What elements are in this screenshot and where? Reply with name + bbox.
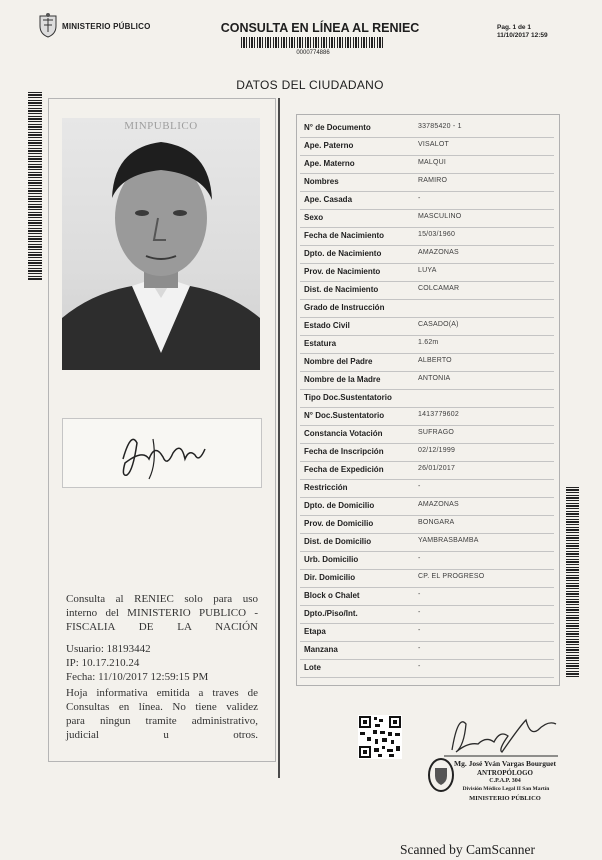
field-label: N° Doc.Sustentatorio (304, 411, 385, 420)
organization-name: MINISTERIO PÚBLICO (62, 22, 151, 31)
field-label: Etapa (304, 627, 326, 636)
usuario-text: Usuario: 18193442 (66, 643, 151, 655)
disclaimer-line: para ningun tramite administrativo, (66, 715, 258, 727)
fecha-text: Fecha: 11/10/2017 12:59:15 PM (66, 671, 209, 683)
field-value: - (418, 195, 421, 202)
field-value: 33785420 - 1 (418, 123, 462, 130)
field-row-fecha-inscripcion (300, 443, 554, 462)
field-label: Fecha de Expedición (304, 465, 384, 474)
photo-watermark: MINPUBLICO (124, 120, 198, 132)
ip-text: IP: 10.17.210.24 (66, 657, 140, 669)
field-label: Ape. Casada (304, 195, 353, 204)
field-value: 02/12/1999 (418, 447, 456, 454)
field-label: Ape. Materno (304, 159, 355, 168)
field-label: Dpto. de Domicilio (304, 501, 375, 510)
field-label: Tipo Doc.Sustentatorio (304, 393, 392, 402)
note-line: interno del MINISTERIO PUBLICO - (66, 607, 258, 619)
field-value: CP. EL PROGRESO (418, 573, 485, 580)
field-label: Dist. de Nacimiento (304, 285, 379, 294)
qr-code-icon (358, 715, 402, 759)
field-row-constancia-votacion (300, 425, 554, 444)
field-value: - (418, 645, 421, 652)
field-value: - (418, 663, 421, 670)
print-datetime: 11/10/2017 12:59 (497, 32, 548, 39)
field-value: 15/03/1960 (418, 231, 456, 238)
field-row-estatura (300, 335, 554, 354)
field-label: Fecha de Nacimiento (304, 231, 385, 240)
field-row-urb-domicilio (300, 551, 554, 570)
page-number: Pag. 1 de 1 (497, 24, 531, 31)
field-value: COLCAMAR (418, 285, 460, 292)
field-value: LUYA (418, 267, 437, 274)
section-title: DATOS DEL CIUDADANO (236, 78, 384, 92)
official-signature (438, 706, 562, 762)
field-value: ALBERTO (418, 357, 452, 364)
field-row-manzana (300, 641, 554, 660)
field-row-restriccion (300, 479, 554, 498)
field-label: Prov. de Domicilio (304, 519, 374, 528)
field-label: Dpto./Piso/Int. (304, 609, 358, 618)
field-value: VISALOT (418, 141, 449, 148)
field-row-dist-domicilio (300, 533, 554, 552)
field-row-prov-nacimiento (300, 263, 554, 282)
field-row-dpto-domicilio (300, 497, 554, 516)
field-label: Dist. de Domicilio (304, 537, 372, 546)
field-row-dist-nacimiento (300, 281, 554, 300)
field-label: Estado Civil (304, 321, 350, 330)
citizen-signature (63, 419, 261, 487)
field-value: CASADO(A) (418, 321, 459, 328)
field-row-lote (300, 659, 554, 678)
official-title: ANTROPÓLOGO (476, 769, 533, 777)
field-label: Estatura (304, 339, 337, 348)
field-row-nombres (300, 173, 554, 192)
field-label: Sexo (304, 213, 324, 222)
field-row-nombre-padre (300, 353, 554, 372)
field-label: Fecha de Inscripción (304, 447, 384, 456)
field-label: Prov. de Nacimiento (304, 267, 381, 276)
note-line: Consulta al RENIEC solo para uso (66, 593, 258, 605)
field-row-dir-domicilio (300, 569, 554, 588)
field-value: RAMIRO (418, 177, 448, 184)
field-row-ape-paterno (300, 137, 554, 156)
field-row-prov-domicilio (300, 515, 554, 534)
note-line: FISCALIA DE LA NACIÓN (66, 621, 258, 633)
field-row-estado-civil (300, 317, 554, 336)
disclaimer-line: judicial u otros. (66, 729, 258, 741)
field-value: - (418, 627, 421, 634)
official-name: Mg. José Yván Vargas Bourguet (453, 759, 557, 768)
ministry-logo-icon (38, 12, 58, 38)
field-value: YAMBRASBAMBA (418, 537, 479, 544)
right-side-barcode (566, 487, 579, 677)
official-cpap: C.P.A.P. 304 (489, 778, 521, 784)
field-row-dpto-piso-int (300, 605, 554, 624)
field-row-sexo (300, 209, 554, 228)
field-label: Restricción (304, 483, 348, 492)
field-row-nombre-madre (300, 371, 554, 390)
field-row-grado-instruccion (300, 299, 554, 318)
field-row-fecha-expedicion (300, 461, 554, 480)
field-label: Constancia Votación (304, 429, 383, 438)
panel-divider (278, 98, 280, 778)
document-code: 0000774886 (296, 50, 330, 56)
field-value: AMAZONAS (418, 249, 459, 256)
field-value: - (418, 591, 421, 598)
scanner-watermark: Scanned by CamScanner (400, 842, 535, 857)
field-value: ANTONIA (418, 375, 451, 382)
field-label: Dpto. de Nacimiento (304, 249, 382, 258)
field-row-tipo-doc-sustentatorio (300, 389, 554, 408)
field-value: BONGARA (418, 519, 455, 526)
left-side-barcode (28, 92, 42, 280)
field-row-ape-casada (300, 191, 554, 210)
field-label: Block o Chalet (304, 591, 360, 600)
field-value: SUFRAGO (418, 429, 455, 436)
field-row-dpto-nacimiento (300, 245, 554, 264)
citizen-signature-box (62, 418, 262, 488)
disclaimer-line: Consultas en línea. No tiene validez (66, 701, 258, 713)
field-label: Nombre del Padre (304, 357, 373, 366)
document-title: CONSULTA EN LÍNEA AL RENIEC (220, 21, 420, 35)
field-row-etapa (300, 623, 554, 642)
field-value: MASCULINO (418, 213, 462, 220)
field-label: Ape. Paterno (304, 141, 354, 150)
field-value: 26/01/2017 (418, 465, 456, 472)
field-row-fecha-nacimiento (300, 227, 554, 246)
field-row-document-number (300, 119, 554, 138)
field-label: Nombres (304, 177, 339, 186)
field-row-ape-materno (300, 155, 554, 174)
field-value: - (418, 555, 421, 562)
field-row-block-chalet (300, 587, 554, 606)
portrait-figure (62, 118, 260, 370)
field-value: - (418, 609, 421, 616)
field-value: 1.62m (418, 339, 439, 346)
field-value: MALQUI (418, 159, 447, 166)
field-value: 1413779602 (418, 411, 459, 418)
field-label: Grado de Instrucción (304, 303, 385, 312)
field-label: Manzana (304, 645, 338, 654)
field-label: Dir. Domicilio (304, 573, 356, 582)
field-label: Lote (304, 663, 321, 672)
field-row-doc-sustentatorio (300, 407, 554, 426)
disclaimer-line: Hoja informativa emitida a traves de (66, 687, 258, 699)
official-organization: MINISTERIO PÚBLICO (469, 795, 541, 802)
field-label: Nombre de la Madre (304, 375, 381, 384)
field-value: AMAZONAS (418, 501, 459, 508)
field-label: Urb. Domicilio (304, 555, 359, 564)
header-barcode (241, 37, 385, 48)
official-division: División Médico Legal II San Martín (462, 786, 550, 792)
citizen-photo (62, 118, 260, 370)
field-value: - (418, 483, 421, 490)
field-label: N° de Documento (304, 123, 371, 132)
